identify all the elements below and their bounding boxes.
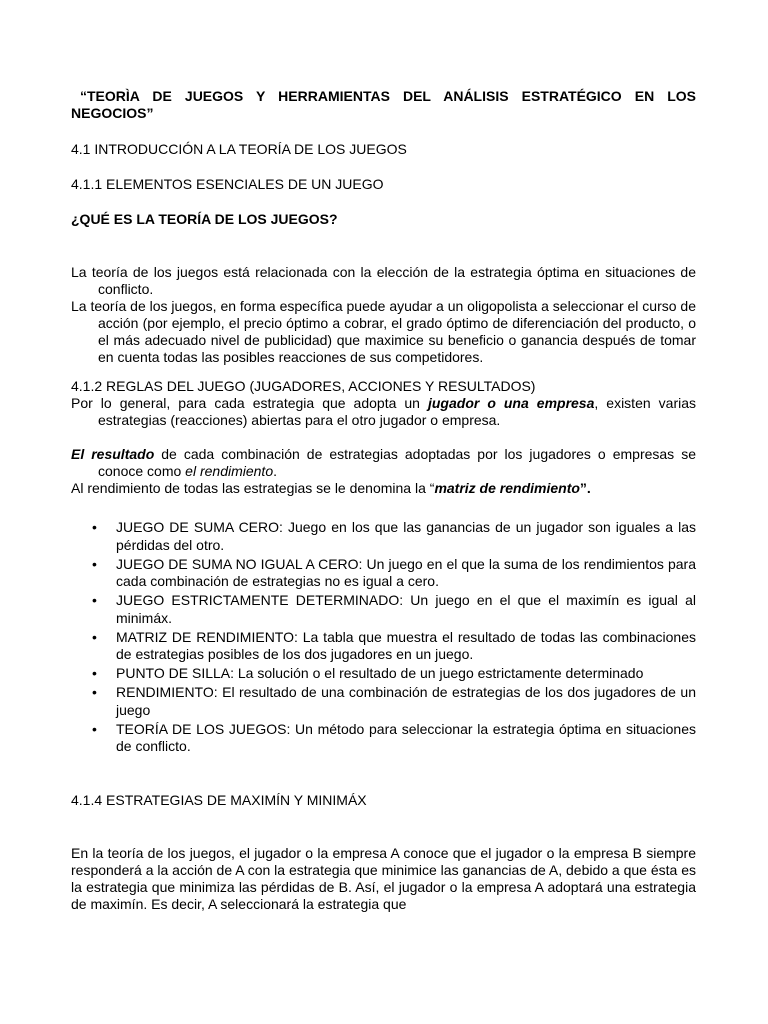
paragraph-definition: La teoría de los juegos está relacionada con la elección de la estrategia óptima en situaciones de conflicto. [71,264,696,297]
bullet-icon: • [92,665,97,681]
text-segment: , existen varias estrategias (reacciones) abiertas para el otro jugador o empresa. [98,395,697,428]
document-title: “TEORÌA DE JUEGOS Y HERRAMIENTAS DEL ANÁLISIS ESTRATÉGICO EN LOS NEGOCIOS” [71,88,696,121]
definitions-list [71,519,696,756]
text-segment: ”. [579,480,591,496]
heading-4-1-1: 4.1.1 ELEMENTOS ESENCIALES DE UN JUEGO [71,176,384,192]
bullet-icon: • [92,720,97,737]
heading-4-1-4: 4.1.4 ESTRATEGIAS DE MAXIMÍN Y MINIMÁX [71,791,367,808]
list-item-text: MATRIZ DE RENDIMIENTO: La tabla que muestra el resultado de todas las combinaciones de estrategias posibles de los dos jugadores en un juego. [116,628,696,662]
bullet-icon: • [92,592,97,608]
text-segment: . [273,463,277,479]
heading-4-1: 4.1 INTRODUCCIÓN A LA TEORÍA DE LOS JUEGOS [71,141,407,157]
list-item [71,665,696,683]
paragraph-oligopolist: La teoría de los juegos, en forma específica puede ayudar a un oligopolista a seleccionar el curso de acción (por ejemplo, el precio óptimo a cobrar, el grado óptimo de diferenciación del producto, o el más adecuado nivel de publicidad) que maximice su beneficio o ganancia después de tomar en cuenta todas las posibles reacciones de sus competidores. [71,298,696,365]
italic-rendimiento: el rendimiento [185,463,274,479]
heading-4-1-2: 4.1.2 REGLAS DEL JUEGO (JUGADORES, ACCIONES Y RESULTADOS) [71,378,536,394]
bullet-icon: • [92,628,97,645]
list-item-text: PUNTO DE SILLA: La solución o el resultado de un juego estrictamente determinado [116,665,644,681]
paragraph-resultado [71,446,696,480]
list-item [71,519,696,554]
document-page [71,88,696,913]
list-item [71,629,696,664]
list-item [71,721,696,756]
bullet-icon: • [92,519,97,535]
list-item [71,556,696,591]
text-segment: Al rendimiento de todas las estrategias se le denomina la “ [71,480,435,496]
bullet-icon: • [92,684,97,700]
emphasis-matriz: matriz de rendimiento [434,480,580,496]
emphasis-jugador: jugador o una empresa [427,395,595,411]
text-segment: Por lo general, para cada estrategia que adopta un [71,395,428,411]
bullet-icon: • [92,555,97,572]
list-item-text: TEORÍA DE LOS JUEGOS: Un método para seleccionar la estrategia óptima en situaciones de conflicto. [116,720,696,754]
paragraph-matriz [71,480,696,497]
list-item-text: JUEGO DE SUMA CERO: Juego en los que las ganancias de un jugador son iguales a las pérdidas del otro. [116,519,696,553]
paragraph-maximin: En la teoría de los juegos, el jugador o la empresa A conoce que el jugador o la empresa B siempre responderá a la acción de A con la estrategia que minimice las ganancias de A, debido a que ésta es la estrategia que minimiza las pérdidas de B. Así, el jugador o la empresa A adoptará una estrategia de maximín. Es decir, A seleccionará la estrategia que [71,844,696,912]
paragraph-strategies [71,395,696,429]
text-segment: de cada combinación de estrategias adoptadas por los jugadores o empresas se conoce como [98,446,696,479]
emphasis-resultado: El resultado [71,446,155,462]
list-item-text: JUEGO DE SUMA NO IGUAL A CERO: Un juego en el que la suma de los rendimientos para cada combinación de estrategias no es igual a cero. [116,555,696,589]
list-item-text: JUEGO ESTRICTAMENTE DETERMINADO: Un juego en el que el maximín es igual al minimáx. [116,592,696,626]
list-item-text: RENDIMIENTO: El resultado de una combinación de estrategias de los dos jugadores de un juego [116,684,696,718]
list-item [71,592,696,627]
question-heading: ¿QUÉ ES LA TEORÍA DE LOS JUEGOS? [71,211,338,227]
list-item [71,684,696,719]
